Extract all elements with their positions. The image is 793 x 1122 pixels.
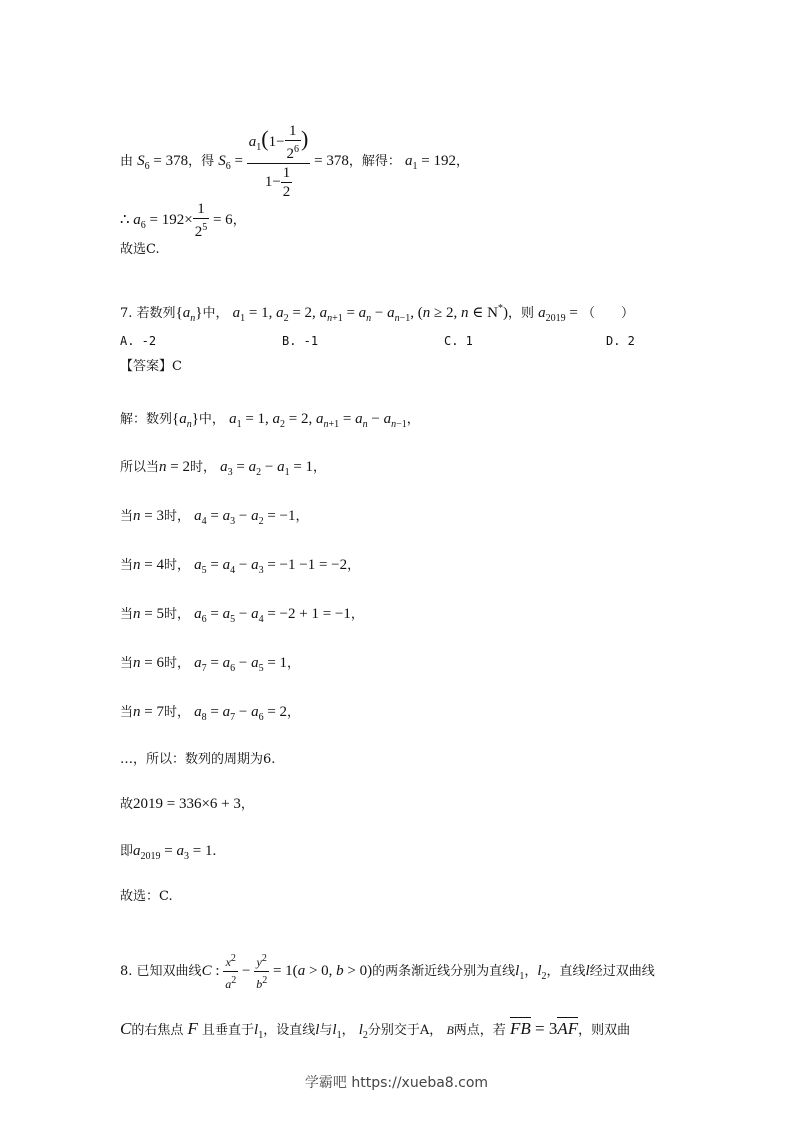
q8-text: ， (524, 963, 538, 979)
q7-text: ，则 (507, 306, 534, 321)
math-seq: $\{a_n\}$ (172, 411, 199, 430)
q8-text: ，设直线 (263, 1023, 316, 1038)
q7-text: 当 (120, 607, 134, 622)
math-b: B (446, 1023, 454, 1037)
math-s6-formula: $S_6$ = $a_1(1-$ $\frac{1}{2^6}$ ) 1− $\frac{1}{2}$ = 378 (218, 123, 349, 200)
footer-watermark: 学霸吧 https://xueba8.com (304, 1075, 489, 1091)
q7-text: 解：数列 (120, 412, 173, 427)
q8-text: 分别交于A， (367, 1023, 443, 1038)
math-step: $a_3 = a_2 - a_1 = 1$ (220, 459, 314, 478)
option-c: C. 1 (444, 334, 473, 348)
q8-line-2 (120, 1020, 630, 1045)
q7-gu (120, 795, 254, 814)
math-n: n = 6 (133, 655, 164, 671)
q7-text: ， (240, 797, 254, 812)
q7-final: 故选：C. (120, 889, 173, 904)
q7-case-n2 (120, 458, 326, 482)
q7-text: 时， (163, 558, 190, 573)
math-l2: $l_2$ (358, 1022, 368, 1041)
q8-text: ，则双曲 (578, 1023, 631, 1038)
q7-text: ， (350, 607, 364, 622)
q8-line-1 (120, 950, 655, 993)
math-a1: $a_1 = 192$ (405, 152, 456, 172)
q7-text: ， (347, 558, 361, 573)
q8-text: 的右焦点 (131, 1023, 184, 1038)
math-step: $a_6 = a_5 - a_4 = -2 + 1 = -1$ (194, 606, 351, 625)
sol6-line-2 (120, 200, 246, 241)
math-step: $a_8 = a_7 - a_6 = 2$ (194, 704, 288, 723)
q8-text: 经过双曲线 (589, 963, 655, 979)
q8-text: 两点，若 (453, 1023, 506, 1038)
q8-text: 的两条渐近线分别为直线 (372, 963, 516, 979)
math-recurrence: $a_1 = 1$, $a_2 = 2$, $a_{n+1} = a_n - a_{n-1}$, (n ≥ 2, n ∈ N*) (232, 303, 508, 324)
math-vectors: FB = 3AF (509, 1019, 579, 1038)
math-step: $a_7 = a_6 - a_5 = 1$ (194, 655, 288, 674)
math-hyperbola: C : $\frac{x^2}{a^2}$ − $\frac{y^2}{b^2}$ = 1(a > 0, b > 0) (202, 963, 373, 979)
option-d: D. 2 (606, 334, 635, 348)
q8-text: ，直线 (546, 963, 586, 979)
q7-stem (120, 300, 634, 328)
math-a6: ∴ $a_6 = 192\times$ $\frac{1}{2^5}$ = 6 (120, 201, 233, 240)
math-n: n = 4 (133, 557, 164, 573)
q7-text: 所以当 (120, 460, 160, 475)
q7-text: 中， (198, 412, 225, 427)
q7-text: ， (287, 705, 301, 720)
math-step: $a_4 = a_3 - a_2 = -1$ (194, 508, 296, 527)
q7-text: 当 (120, 705, 134, 720)
q7-text: ， (295, 509, 309, 524)
math-l: l (315, 1022, 320, 1038)
q7-text: 时， (163, 705, 190, 720)
math-s6: $S_6 = 378$ (137, 152, 189, 172)
q7-case-n6 (120, 654, 300, 678)
q7-text: 时， (163, 607, 190, 622)
sol6-text: 由 (120, 153, 134, 169)
sol6-text: ，得 (188, 153, 215, 169)
math-l: l (585, 962, 590, 979)
sol6-line-3: 故选C. (120, 242, 160, 257)
math-step: $a_5 = a_4 - a_3 = -1 -1 = -2$ (194, 557, 348, 576)
q7-text: 当 (120, 509, 134, 524)
math-n: n = 7 (133, 704, 164, 720)
math-l1: $l_1$ (332, 1022, 342, 1041)
math-a2019: $a_{2019}$ = (538, 305, 578, 324)
sol6-text: ， (455, 153, 469, 169)
math-n: n = 5 (133, 606, 164, 622)
q7-text: 即 (120, 844, 134, 859)
option-b: B. -1 (282, 334, 319, 348)
math-f: F (187, 1019, 198, 1038)
option-a: A. -2 (120, 334, 157, 348)
q7-text: 时， (163, 656, 190, 671)
q7-text: 当 (120, 656, 134, 671)
q7-case-n4 (120, 556, 360, 580)
q7-answer: 【答案】C (120, 359, 182, 374)
q7-case-n7 (120, 703, 300, 727)
q8-text: 已知双曲线 (136, 963, 202, 979)
q7-text: ， (313, 460, 327, 475)
q7-ji (120, 842, 216, 866)
sol6-line-1 (120, 122, 469, 201)
q8-text: ， (341, 1023, 355, 1038)
math-n: n = 3 (133, 508, 164, 524)
fraction: $a_1(1-$ $\frac{1}{2^6}$ ) 1− $\frac{1}{2}$ (248, 123, 309, 200)
q7-text: 若数列 (136, 306, 176, 321)
q7-text: ， (287, 656, 301, 671)
math-seq: $\{a_n\}$ (175, 305, 203, 324)
math-l2: $l_2$ (537, 962, 547, 982)
sol6-text: ，解得： (348, 153, 401, 169)
q7-period: …，所以：数列的周期为6. (120, 752, 276, 767)
q8-text: 与 (319, 1023, 333, 1038)
q7-paren: （ ） (581, 306, 634, 321)
q7-case-n3 (120, 507, 309, 531)
math-division: 2019 = 336×6 + 3 (133, 796, 241, 812)
q7-sol-intro (120, 410, 420, 434)
question-number: 7. (120, 306, 133, 321)
q7-text: 中， (202, 306, 229, 321)
q7-text: 时， (163, 509, 190, 524)
math-recurrence: $a_1 = 1$, $a_2 = 2$, $a_{n+1} = a_n - a_{n-1}$ (229, 411, 407, 430)
math-l1: $l_1$ (515, 962, 525, 982)
q7-text: 故 (120, 797, 134, 812)
math-c: C (120, 1019, 132, 1038)
q8-text: 且垂直于 (202, 1023, 255, 1038)
math-n: n = 2 (159, 459, 190, 475)
q7-text: ， (406, 412, 420, 427)
question-number: 8. (120, 963, 133, 979)
math-l1: $l_1$ (254, 1022, 264, 1041)
sol6-text: ， (232, 212, 246, 228)
math-result: $a_{2019} = a_3 = 1$. (133, 843, 217, 862)
q7-text: 当 (120, 558, 134, 573)
q7-case-n5 (120, 605, 364, 629)
q7-text: 时， (189, 460, 216, 475)
